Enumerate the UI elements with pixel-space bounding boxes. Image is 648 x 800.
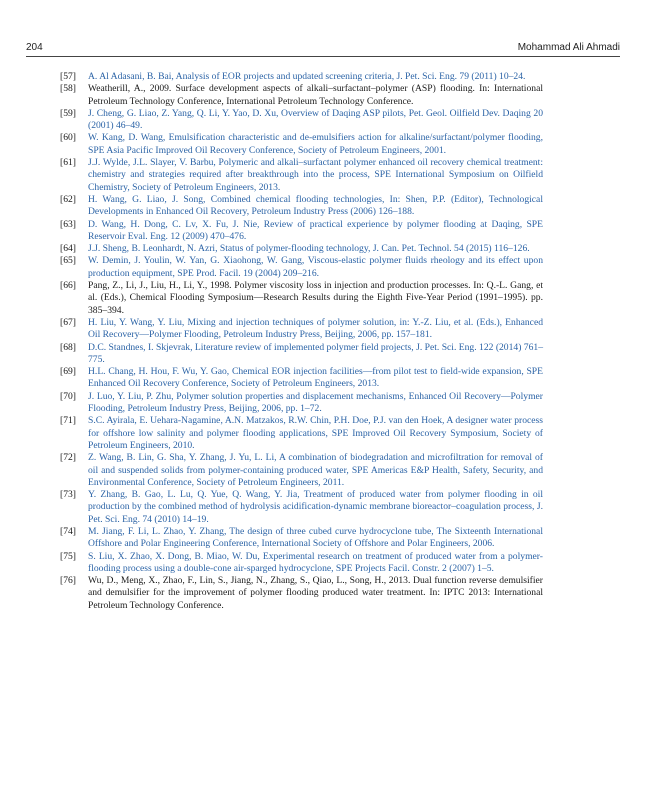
reference-item[interactable]	[60, 316, 543, 342]
reference-item[interactable]	[60, 193, 543, 219]
reference-link[interactable]: A. Al Adasani, B. Bai, Analysis of EOR projects and updated screening criteria, J. Pet. Sci. Eng. 79 (2011) 10–24.	[88, 71, 526, 82]
reference-number: [60]	[60, 132, 76, 144]
reference-link[interactable]: Y. Zhang, B. Gao, L. Lu, Q. Yue, Q. Wang, Y. Jia, Treatment of produced water from polymer flooding in oil production by the combined method of hydrolysis acidification-dynamic membrane bioreactor–coagulation process, J. Pet. Sci. Eng. 74 (2010) 14–19.	[88, 489, 543, 525]
reference-link[interactable]: J. Luo, Y. Liu, P. Zhu, Polymer solution properties and displacement mechanisms, Enhanced Oil Recovery—Polymer Flooding, Petroleum Industry Press, Beijing, 2006, pp. 1–72.	[88, 390, 543, 415]
reference-item[interactable]	[60, 243, 543, 255]
reference-item[interactable]	[60, 157, 543, 194]
reference-item	[60, 575, 543, 612]
page-header	[26, 40, 620, 57]
reference-number: [70]	[60, 390, 76, 402]
reference-item	[60, 83, 543, 108]
reference-number: [71]	[60, 415, 76, 427]
reference-item[interactable]	[60, 71, 543, 83]
reference-item[interactable]	[60, 452, 543, 489]
reference-link[interactable]: S.C. Ayirala, E. Uehara-Nagamine, A.N. Matzakos, R.W. Chin, P.H. Doe, P.J. van den Hoek, A designer water process for offshore low salinity and polymer flooding applications, SPE Improved Oil Recovery Symposium, Society of Petroleum Engineers, 2010.	[88, 415, 543, 451]
reference-text: Wu, D., Meng, X., Zhao, F., Lin, S., Jiang, N., Zhang, S., Qiao, L., Song, H., 2013. Dual function reverse demulsifier and demulsifier for the improvement of polymer flooding produced water treatment. In: IPTC 2013: International Petroleum Technology Conference.	[88, 575, 543, 611]
reference-number: [63]	[60, 218, 76, 230]
reference-link[interactable]: D.C. Standnes, I. Skjevrak, Literature review of implemented polymer field projects, J. Pet. Sci. Eng. 122 (2014) 761–775.	[88, 341, 543, 365]
reference-link[interactable]: W. Kang, D. Wang, Emulsification characteristic and de-emulsifiers action for alkaline/surfactant/polymer flooding, SPE Asia Pacific Improved Oil Recovery Conference, Society of Petroleum Engineers, 2001.	[88, 132, 543, 156]
reference-number: [69]	[60, 366, 76, 378]
reference-number: [66]	[60, 280, 76, 292]
reference-item[interactable]	[60, 107, 543, 133]
reference-text: Pang, Z., Li, J., Liu, H., Li, Y., 1998. Polymer viscosity loss in injection and production processes. In: Q.-L. Gang, et al. (Eds.), Chemical Flooding Symposium—Research Results during the Eighth Five-Year Period (1991–1995). pp. 385–394.	[88, 280, 543, 316]
page-number: 204	[26, 42, 43, 53]
reference-item[interactable]	[60, 550, 543, 576]
reference-item[interactable]	[60, 341, 543, 367]
reference-link[interactable]: H. Wang, G. Liao, J. Song, Combined chemical flooding technologies, In: Shen, P.P. (Editor), Technological Developments in Enhanced Oil Recovery, Petroleum Industry Press (2006) 126–188.	[88, 193, 543, 218]
reference-link[interactable]: H.L. Chang, H. Hou, F. Wu, Y. Gao, Chemical EOR injection facilities—from pilot test to field-wide expansion, SPE Enhanced Oil Recovery Conference, Society of Petroleum Engineers, 2013.	[88, 366, 543, 390]
running-head: Mohammad Ali Ahmadi	[517, 42, 620, 53]
reference-number: [61]	[60, 157, 76, 169]
reference-number: [62]	[60, 193, 76, 205]
reference-number: [74]	[60, 525, 76, 537]
reference-link[interactable]: D. Wang, H. Dong, C. Lv, X. Fu, J. Nie, Review of practical experience by polymer flooding at Daqing, SPE Reservoir Eval. Eng. 12 (2009) 470–476.	[88, 218, 543, 242]
reference-link[interactable]: J. Cheng, G. Liao, Z. Yang, Q. Li, Y. Yao, D. Xu, Overview of Daqing ASP pilots, Pet. Geol. Oilfield Dev. Daqing 20 (2001) 46–49.	[88, 107, 543, 132]
reference-link[interactable]: S. Liu, X. Zhao, X. Dong, B. Miao, W. Du, Experimental research on treatment of produced water from a polymer-flooding process using a double-cone air-sparged hydrocyclone, SPE Projects Facil. Constr. 2 (2007) 1–5.	[88, 550, 543, 574]
reference-item[interactable]	[60, 132, 543, 157]
reference-link[interactable]: H. Liu, Y. Wang, Y. Liu, Mixing and injection techniques of polymer solution, in: Y.-Z. Liu, et al. (Eds.), Enhanced Oil Recovery—Polymer Flooding, Petroleum Industry Press, Beijing, 2006, pp. 157–181.	[88, 316, 543, 341]
reference-item	[60, 280, 543, 317]
reference-number: [76]	[60, 575, 76, 587]
reference-link[interactable]: W. Demin, J. Youlin, W. Yan, G. Xiaohong, W. Gang, Viscous-elastic polymer fluids rheology and its effect upon production equipment, SPE Prod. Facil. 19 (2004) 209–216.	[88, 255, 543, 279]
reference-number: [73]	[60, 489, 76, 501]
reference-item[interactable]	[60, 218, 543, 244]
reference-number: [57]	[60, 71, 76, 82]
reference-item[interactable]	[60, 525, 543, 551]
reference-number: [68]	[60, 341, 76, 353]
reference-link[interactable]: M. Jiang, F. Li, L. Zhao, Y. Zhang, The design of three cubed curve hydrocyclone tube, The Sixteenth International Offshore and Polar Engineering Conference, International Society of Offshore and Polar Engineers, 2006.	[88, 525, 543, 550]
reference-link[interactable]: J.J. Sheng, B. Leonhardt, N. Azri, Status of polymer-flooding technology, J. Can. Pet. Technol. 54 (2015) 116–126.	[88, 243, 530, 255]
reference-number: [65]	[60, 255, 76, 267]
reference-link[interactable]: J.J. Wylde, J.L. Slayer, V. Barbu, Polymeric and alkali–surfactant polymer enhanced oil recovery chemical treatment: chemistry and strategies required after breakthrough into the process, SPE International Symposium on Oilfield Chemistry, Society of Petroleum Engineers, 2013.	[88, 157, 543, 193]
reference-item[interactable]	[60, 366, 543, 391]
reference-number: [58]	[60, 83, 76, 95]
reference-number: [59]	[60, 107, 76, 119]
reference-text: Weatherill, A., 2009. Surface development aspects of alkali–surfactant–polymer (ASP) flooding. In: International Petroleum Technology Conference, International Petroleum Technology Conference.	[88, 83, 543, 107]
reference-number: [67]	[60, 316, 76, 328]
reference-number: [64]	[60, 243, 76, 255]
reference-list	[60, 71, 543, 612]
reference-number: [75]	[60, 550, 76, 562]
reference-item[interactable]	[60, 489, 543, 526]
reference-link[interactable]: Z. Wang, B. Lin, G. Sha, Y. Zhang, J. Yu, L. Li, A combination of biodegradation and microfiltration for removal of oil and suspended solids from polymer-containing produced water, SPE Americas E&P Health, Safety, Security, and Environmental Conference, Society of Petroleum Engineers, 2011.	[88, 452, 543, 488]
reference-item[interactable]	[60, 390, 543, 416]
reference-item[interactable]	[60, 255, 543, 280]
reference-item[interactable]	[60, 415, 543, 452]
reference-number: [72]	[60, 452, 76, 464]
